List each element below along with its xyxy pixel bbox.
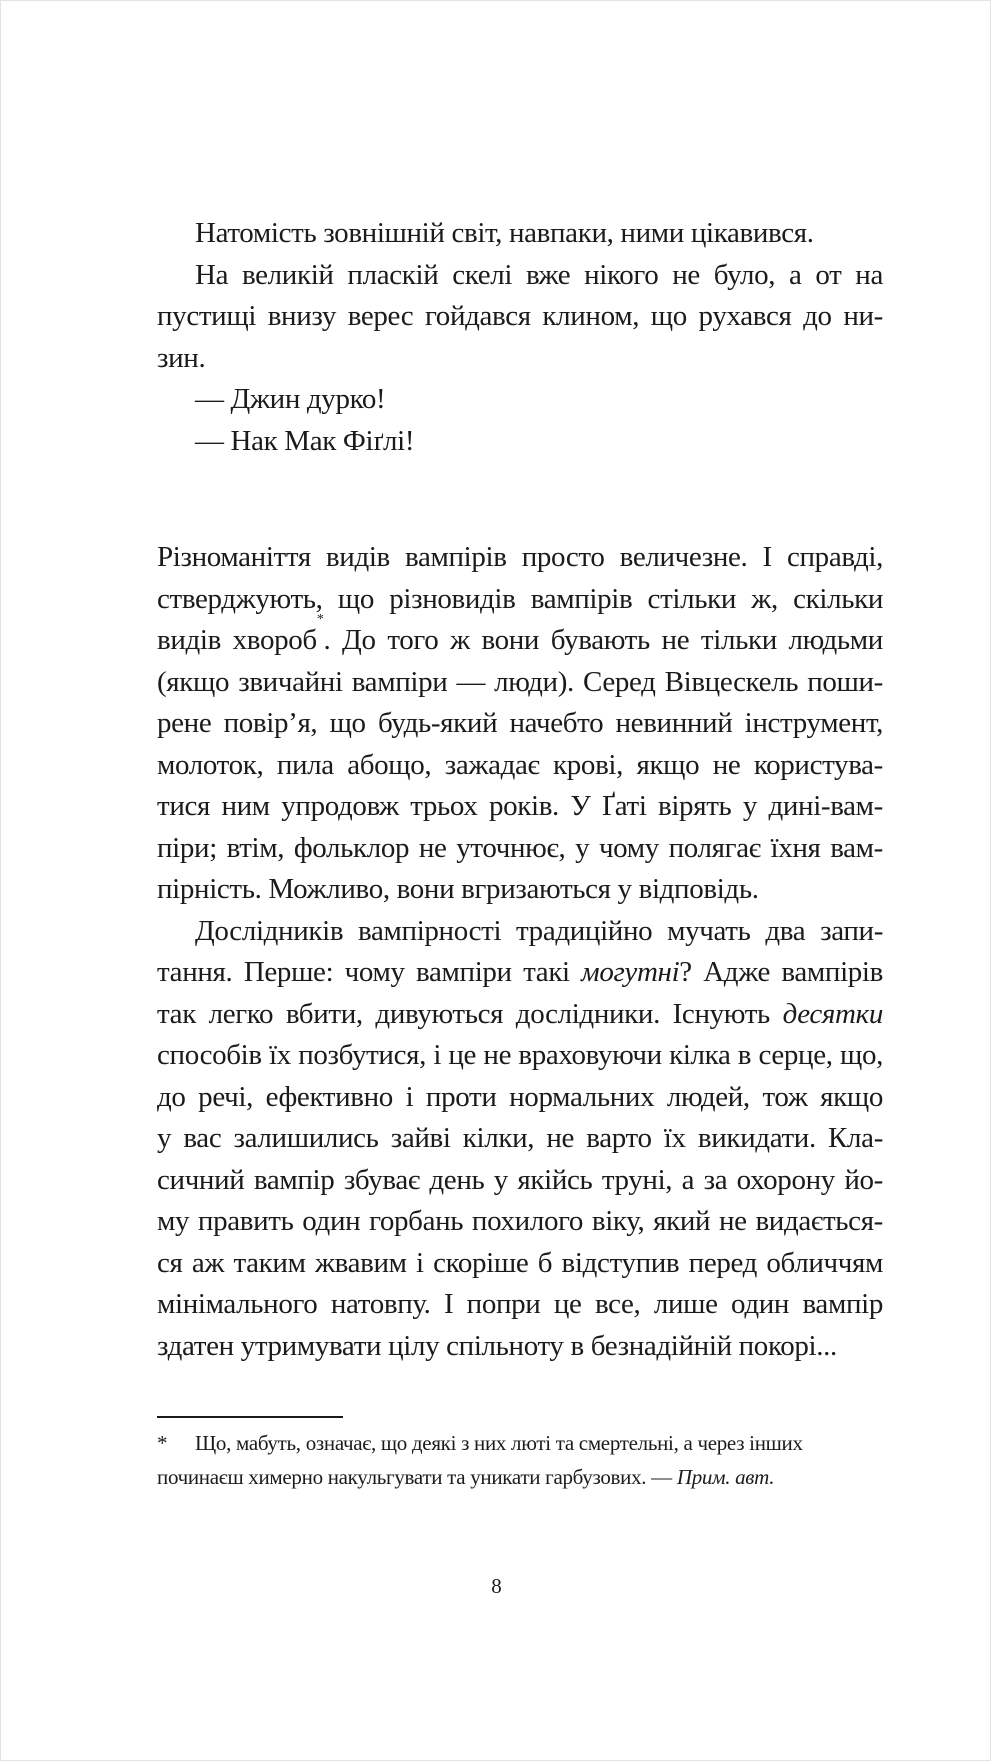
dialogue-line [157,379,883,421]
text-line [157,952,883,994]
footnote-line [157,1460,883,1494]
footnote-line [157,1426,883,1460]
text-line: Натомість зовнішній світ, навпаки, ними цікавився. [195,217,814,249]
text-line: молоток, пила абощо, зажадає крові, якщо не користува- [157,748,883,781]
text-line: пірність. Можливо, вони вгризаються у відповідь. [157,873,759,905]
paragraph [157,213,883,255]
opening-section [157,213,883,462]
text-line: стверджують, що різновидів вампірів стільки ж, скільки [157,582,883,615]
text-line: ся аж таким жвавим і скоріше б відступив перед обличчям [157,1246,883,1279]
text-line: до речі, ефективно і проти нормальних людей, тож якщо [157,1080,883,1113]
text-line: тися ним упродовж трьох років. У Ґаті вірять у дині-вам- [157,790,883,822]
paragraph [157,911,883,1368]
text-fragment: так легко вбити, дивуються дослідники. Існують [157,997,783,1030]
text-line: Дослідників вампірності традиційно мучать два запи- [195,914,883,947]
paragraph [157,255,883,380]
text-fragment: починаєш химерно накульгувати та уникати гарбузових. — [157,1465,677,1489]
text-line: Різноманіття видів вампірів просто величезне. І справді, [157,541,883,573]
text-fragment: ? Адже вампірів [679,956,883,988]
text-line: — Нак Мак Фіґлі! [195,424,415,457]
text-line [157,612,883,662]
text-fragment: видів хвороб [157,624,317,656]
footnote-divider [157,1416,343,1418]
text-fragment: тання. Перше: чому вампіри такі [157,956,582,988]
text-line: зин. [157,341,206,374]
emphasis: десятки [782,997,883,1030]
text-line [157,994,883,1036]
text-line: мінімального натовпу. І попри це все, лише один вампір [157,1288,883,1320]
text-line: способів їх позбутися, і це не враховуючи кілка в серце, що, [157,1039,883,1071]
vampire-section [157,537,883,1367]
text-line: здатен утримувати цілу спільноту в безнадійній покорі... [157,1329,837,1362]
footnote [157,1426,883,1494]
text-line: піри; втім, фольклор не уточнює, у чому полягає їхня вам- [157,831,883,864]
text-line: пустищі внизу верес гойдався клином, що рухався до ни- [157,300,883,332]
text-line: (якщо звичайні вампіри — люди). Серед Вівцескель поши- [157,665,883,698]
text-line: му править один горбань похилого віку, який не видається- [157,1205,883,1237]
text-line: рене повір’я, що будь-який начебто невинний інструмент, [157,707,883,739]
emphasis: могутні [581,956,680,988]
footnote-mark: * [157,1431,168,1455]
emphasis: Прим. авт. [676,1465,775,1489]
paragraph [157,537,883,911]
text-line: На великій пласкій скелі вже нікого не було, а от на [195,258,883,291]
dialogue-line [157,421,883,463]
page-number: 8 [491,1574,502,1598]
text-fragment: . До того ж вони бувають не тільки людьми [323,624,883,656]
text-line: — Джин дурко! [195,383,386,415]
footnote-reference-mark: * [316,612,324,627]
text-line: у вас залишились зайві кілки, не варто їх викидати. Кла- [157,1122,883,1154]
text-line: сичний вампір збуває день у якійсь труні, а за охорону йо- [157,1163,883,1196]
text-fragment: Що, мабуть, означає, що деякі з них люті та смертельні, а через інших [195,1431,803,1455]
